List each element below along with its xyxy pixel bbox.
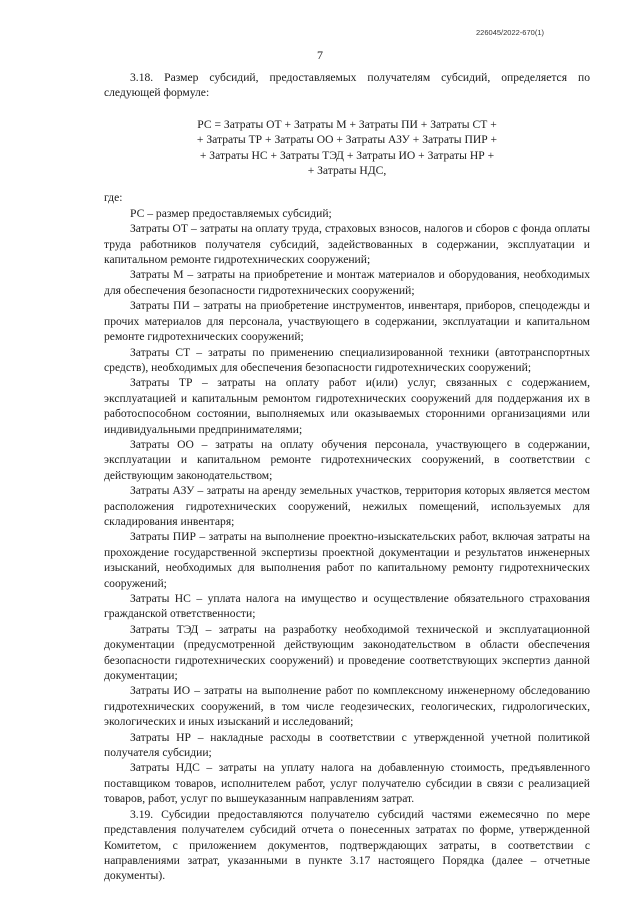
definition-azu: Затраты АЗУ – затраты на аренду земельных участков, территория которых является местом расположения гидротехнических сооружений, нежилых помещений, используемых для складирования инвентаря; — [104, 484, 590, 528]
formula-line: РС = Затраты ОТ + Затраты М + Затраты ПИ + Затраты СТ + — [197, 117, 497, 131]
definition-pir: Затраты ПИР – затраты на выполнение проектно-изыскательских работ, включая затраты на прохождение государственной экспертизы проектной документации и результатов инженерных изысканий, необходимых для выполнения работ по капитальному ремонту гидротехнических сооружений; — [104, 530, 590, 590]
where-label: где: — [104, 191, 123, 205]
document-number: 226045/2022-670(1) — [476, 28, 544, 37]
definition-io: Затраты ИО – затраты на выполнение работ по комплексному инженерному обследованию гидротехнических сооружений, в том числе геодезических, геологических, гидрологических, экологических и иных изысканий и исследований; — [104, 684, 590, 729]
definition-oo: Затраты ОО – затраты на оплату обучения персонала, участвующего в содержании, эксплуатации и капитальном ремонте гидротехнических сооружений, в соответствии с действующим законодательством; — [104, 437, 590, 482]
page-number: 7 — [317, 48, 323, 62]
definition-rs: РС – размер предоставляемых субсидий; — [130, 206, 332, 220]
definition-pi: Затраты ПИ – затраты на приобретение инструментов, инвентаря, приборов, спецодежды и прочих материалов для персонала, участвующего в содержании, эксплуатации и капитальном ремонте гидротехнических сооружений; — [104, 299, 590, 344]
definition-m: Затраты М – затраты на приобретение и монтаж материалов и оборудования, необходимых для обеспечения безопасности гидротехнических сооружений; — [104, 268, 590, 297]
definition-nds: Затраты НДС – затраты на уплату налога на добавленную стоимость, предъявленного поставщиком товаров, исполнителем работ, услуг получателю субсидии в связи с реализацией товаров, работ, услуг по вышеуказанным направлениям затрат. — [104, 761, 590, 806]
formula-line: + Затраты НДС, — [307, 164, 387, 178]
paragraph-3-18-intro: 3.18. Размер субсидий, предоставляемых получателям субсидий, определяется по следующей формуле: — [104, 71, 590, 100]
subsidy-formula — [104, 117, 590, 179]
definition-ted: Затраты ТЭД – затраты на разработку необходимой технической и эксплуатационной документации (предусмотренной действующим законодательством в области обеспечения безопасности гидротехнических сооружений) и проведение соответствующих экспертиз данной документации; — [104, 622, 590, 683]
definition-nr: Затраты НР – накладные расходы в соответствии с утвержденной учетной политикой получателя субсидии; — [104, 730, 590, 760]
definition-st: Затраты СТ – затраты по применению специализированной техники (автотранспортных средств), необходимых для обеспечения безопасности гидротехнических сооружений; — [104, 345, 590, 374]
definition-ns: Затраты НС – уплата налога на имущество и осуществление обязательного страхования гражданской ответственности; — [104, 592, 590, 621]
definition-tr: Затраты ТР – затраты на оплату работ и(или) услуг, связанных с содержанием, эксплуатацией и капитальным ремонтом гидротехнических сооружений для поддержания их в работоспособном состоянии, выполняемых или оказываемых сторонними организациями или индивидуальными предпринимателями; — [104, 376, 590, 436]
paragraph-3-19: 3.19. Субсидии предоставляются получателю субсидий частями ежемесячно по мере представления получателем субсидий отчета о понесенных затратах по форме, утвержденной Комитетом, с приложением документов, подтверждающих затраты, в соответствии с направлениями затрат, указанными в пункте 3.17 настоящего Порядка (далее – отчетные документы). — [104, 807, 590, 883]
document-body — [104, 70, 590, 884]
definition-ot: Затраты ОТ – затраты на оплату труда, страховых взносов, налогов и сборов с фонда оплаты труда работников получателя субсидий, задействованных в содержании, эксплуатации и капитальном ремонте гидротехнических сооружений; — [104, 222, 590, 267]
formula-line: + Затраты ТР + Затраты ОО + Затраты АЗУ + Затраты ПИР + — [196, 133, 498, 147]
formula-line: + Затраты НС + Затраты ТЭД + Затраты ИО + Затраты НР + — [199, 148, 495, 162]
